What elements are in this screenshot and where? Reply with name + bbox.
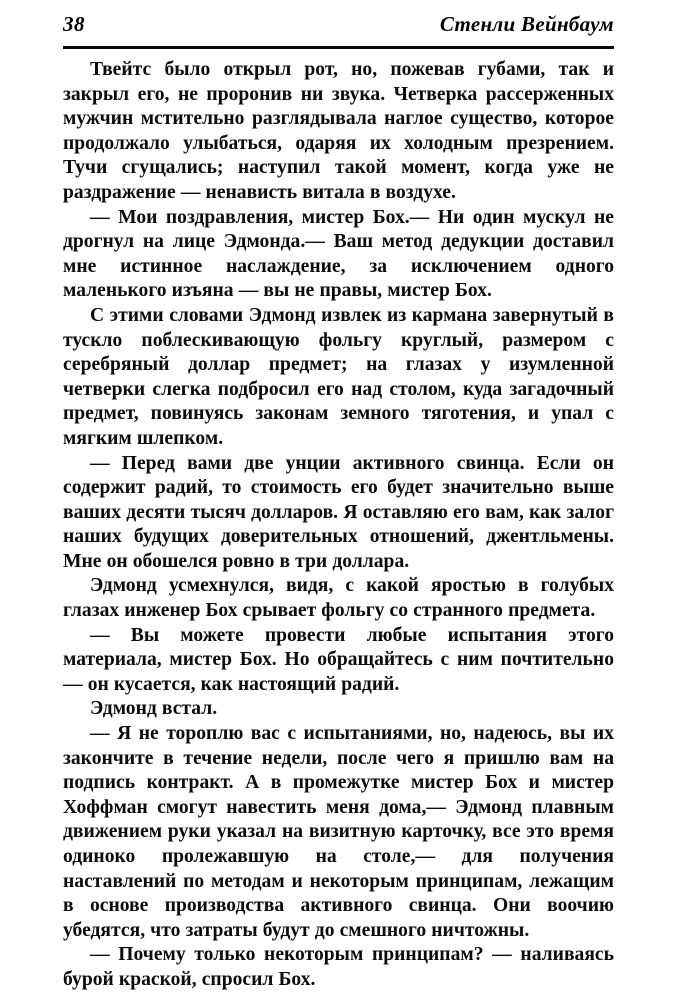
paragraph: — Почему только некоторым принципам? — наливаясь бурой краской, спросил Бох.	[63, 944, 614, 990]
paragraph: Эдмонд встал.	[90, 698, 218, 720]
paragraph: — Я не тороплю вас с испытаниями, но, надеюсь, вы их закончите в течение недели, после чего я пришлю вам на подпись контракт. А в промежутке мистер Бох и мистер Хоффман смогут навестить меня дома,— Эдмонд плавным движением руки указал на визитную карточку, все это время одиноко пролежавшую на столе,— для получения наставлений по методам и некоторым принципам, лежащим в основе производства активного свинца. Они воочию убедятся, что затраты будут до смешного ничтожны.	[63, 723, 614, 941]
running-head-author: Стенли Вейнбаум	[439, 12, 614, 36]
page-header	[63, 14, 614, 44]
paragraph: С этими словами Эдмонд извлек из кармана завернутый в тускло поблескивающую фольгу круглый, размером с серебряный доллар предмет; на глазах у изумленной четверки слегка подбросил его над столом, куда загадочный предмет, повинуясь законам земного тяготения, и упал с мягким шлепком.	[63, 304, 614, 449]
page-number: 38	[63, 12, 85, 36]
body-text-block	[63, 58, 614, 993]
paragraph: — Перед вами две унции активного свинца. Если он содержит радий, то стоимость его будет значительно выше ваших десяти тысяч долларов. Я оставляю его вам, как залог наших будущих доверительных отношений, джентльмены. Мне он обошелся ровно в три доллара.	[63, 452, 614, 572]
paragraph: Эдмонд усмехнулся, видя, с какой яростью в голубых глазах инженер Бох срывает фольгу со странного предмета.	[63, 575, 614, 622]
paragraph: — Мои поздравления, мистер Бох.— Ни один мускул не дрогнул на лице Эдмонда.— Ваш метод дедукции доставил мне истинное наслаждение, за исключением одного маленького изъяна — вы не правы, мистер Бох.	[63, 206, 614, 302]
paragraph: Твейтс было открыл рот, но, пожевав губами, так и закрыл его, не проронив ни звука. Четверка рассерженных мужчин мстительно разглядывала наглое существо, которое продолжало улыбаться, одаряя их холодным презрением. Тучи сгущались; наступил такой момент, когда уже не раздражение — ненависть витала в воздухе.	[63, 59, 614, 203]
header-divider-rule	[63, 46, 614, 49]
paragraph: — Вы можете провести любые испытания этого материала, мистер Бох. Но обращайтесь с ним почтительно — он кусается, как настоящий радий.	[63, 624, 614, 695]
